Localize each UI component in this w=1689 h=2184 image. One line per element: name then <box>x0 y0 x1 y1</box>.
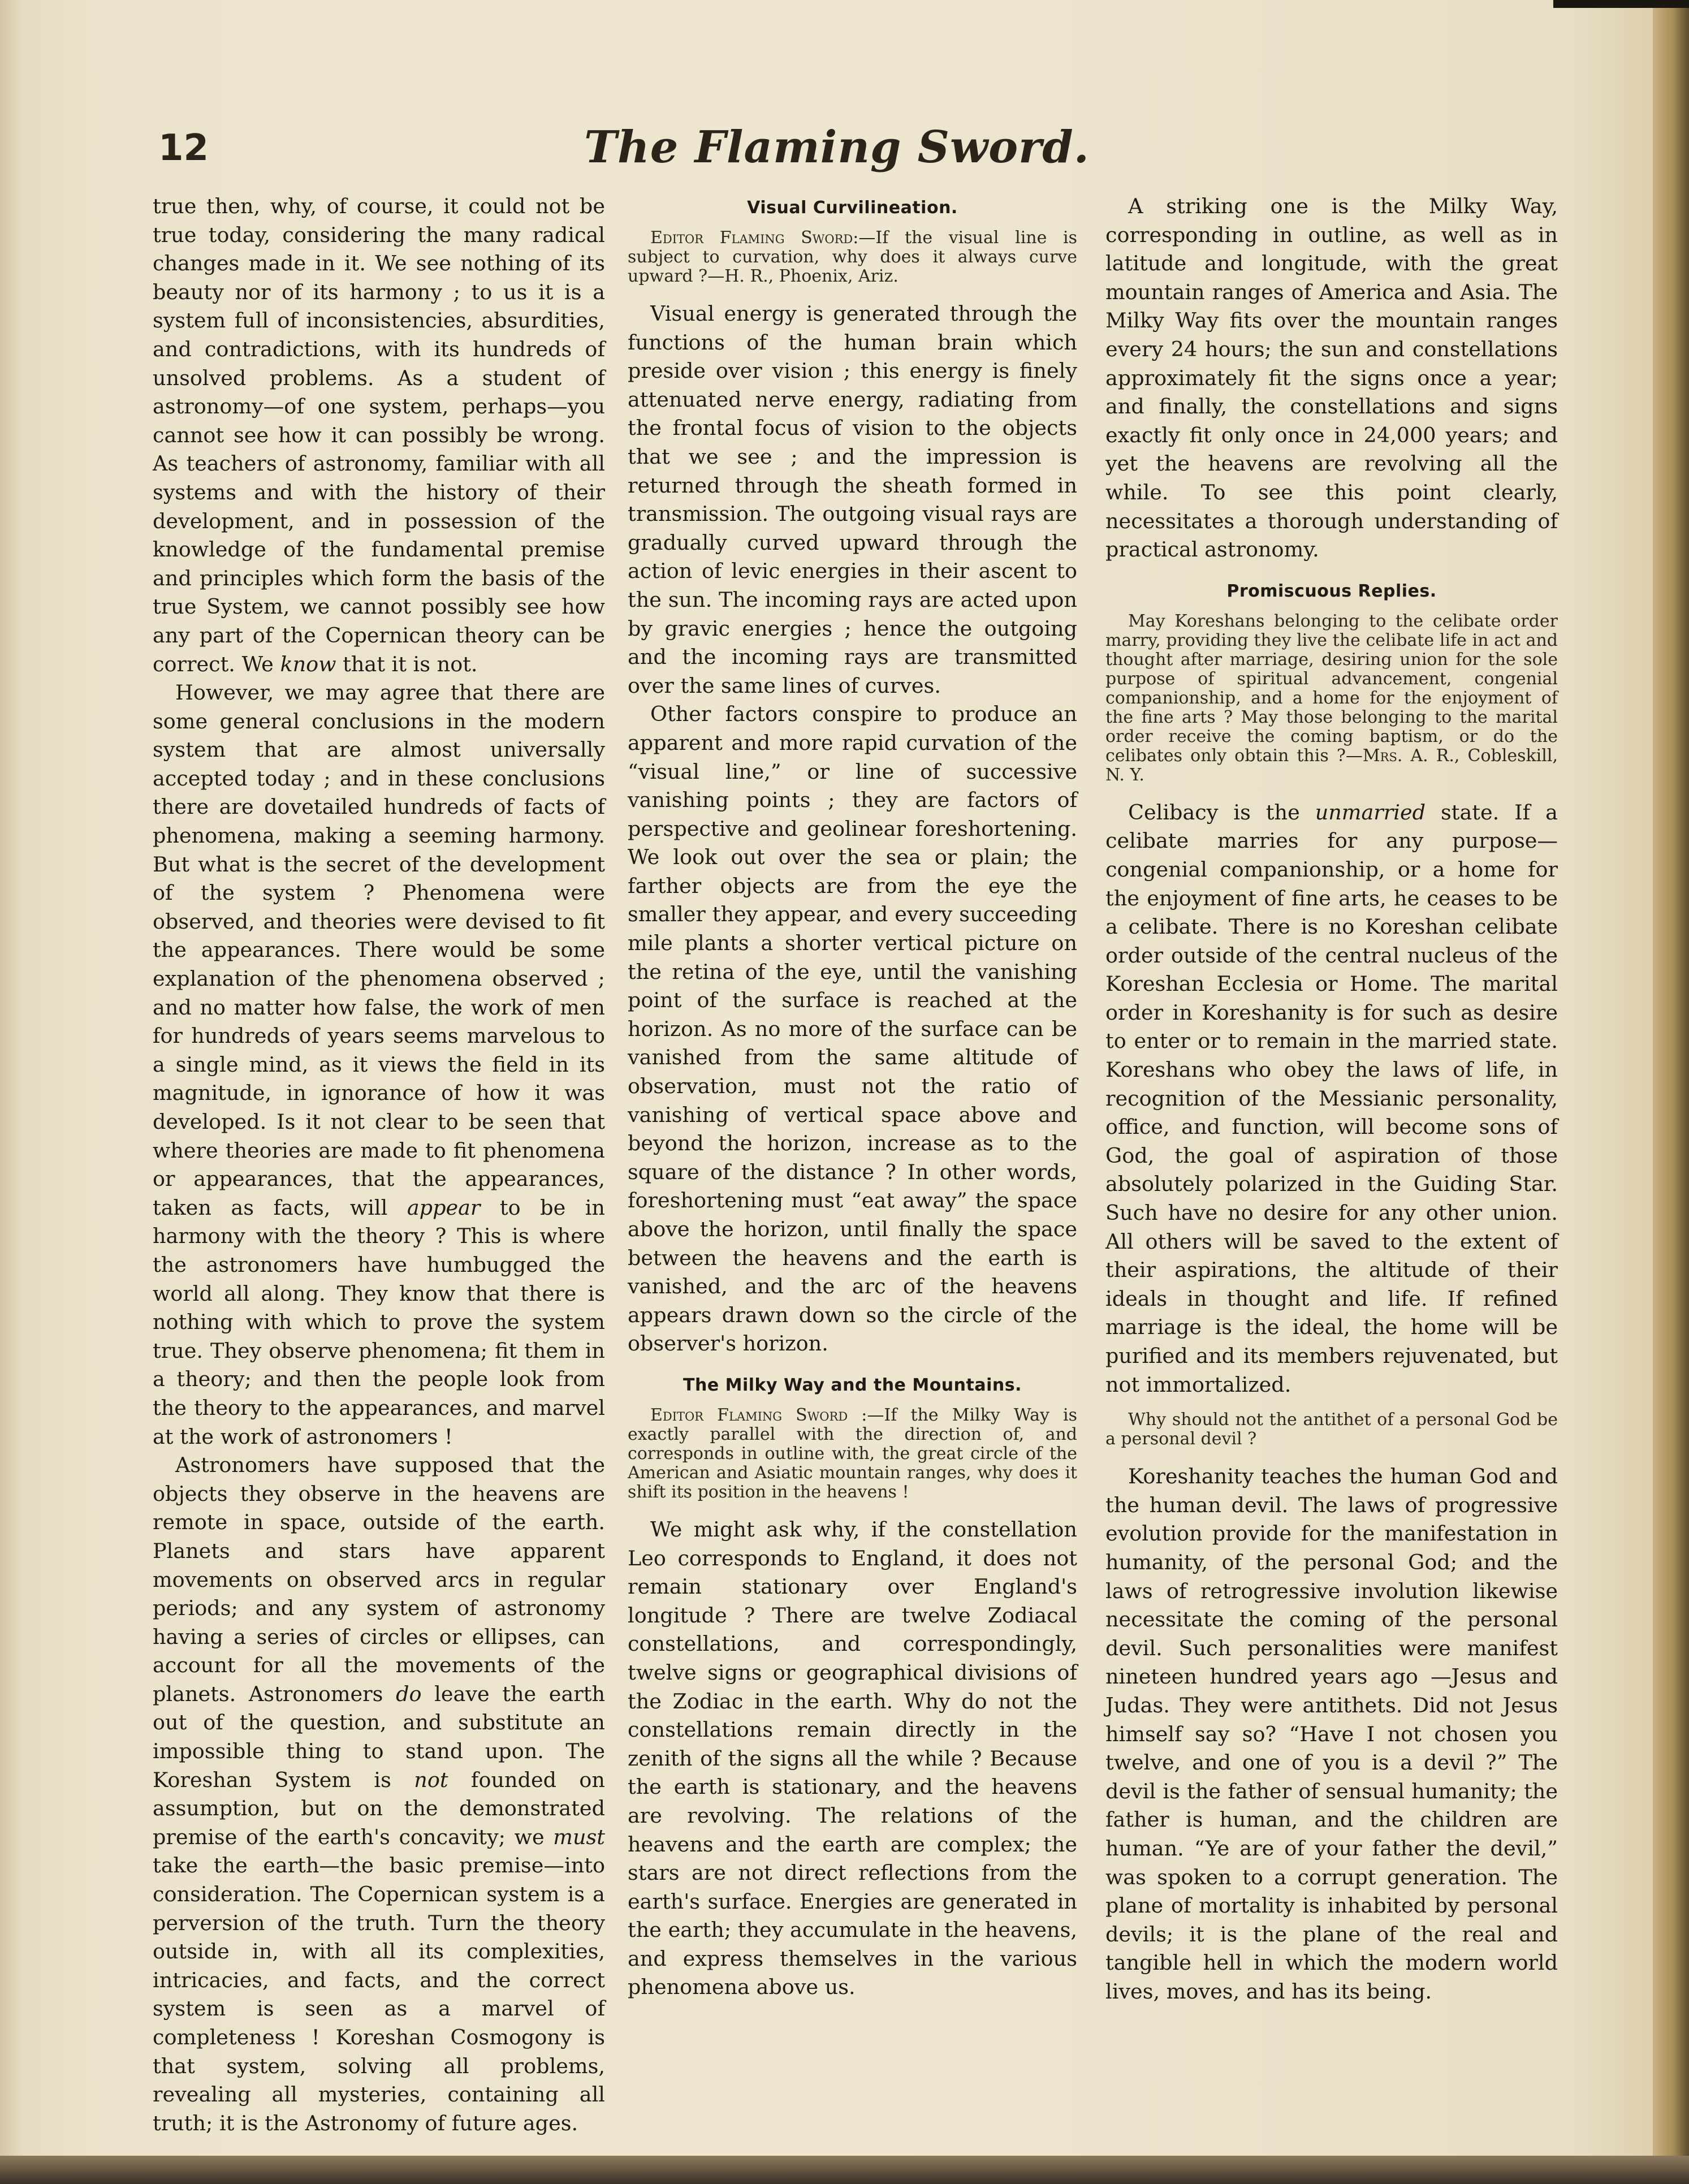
reader-query: Editor Flaming Sword:—If the visual line is subject to curvation, why does it always curve upward ?—H. R., Phoenix, Ariz. <box>628 228 1077 286</box>
bottom-edge-shadow <box>0 2156 1689 2184</box>
book-spine-edge <box>1653 0 1689 2184</box>
paragraph: true then, why, of course, it could not be true today, considering the many radical changes made in it. We see nothing of its beauty nor of its harmony ; to us it is a system full of inconsistencies, absurdities, and contradictions, with its hundreds of unsolved problems. As a student of astronomy—of one system, perhaps—you cannot see how it can possibly be wrong. As teachers of astronomy, familiar with all systems and with the history of their development, and in possession of the knowledge of the fundamental premise and principles which form the basis of the true System, we cannot possibly see how any part of the Copernican theory can be correct. We know that it is not. <box>153 194 605 676</box>
column-3 <box>1105 192 1558 2006</box>
top-edge-shadow <box>1553 0 1689 8</box>
section-heading-milky-way: The Milky Way and the Mountains. <box>683 1375 1022 1395</box>
column-1 <box>153 192 605 2138</box>
page-left-shadow <box>0 0 23 2184</box>
paragraph: A striking one is the Milky Way, corresponding in outline, as well as in latitude and longitude, with the great mountain ranges of America and Asia. The Milky Way fits over the mountain ranges every 24 hours; the sun and constellations approximately fit the signs once a year; and finally, the constellations and signs exactly fit only once in 24,000 years; and yet the heavens are revolving all the while. To see this point clearly, necessitates a thorough understanding of practical astronomy. <box>1105 194 1558 562</box>
paragraph: However, we may agree that there are some general conclusions in the modern system that are almost universally accepted today ; and in these conclusions there are dovetailed hundreds of facts of phenomena, making a seeming harmony. But what is the secret of the development of the system ? Phenomena were observed, and theories were devised to fit the appearances. There would be some explanation of the phenomena observed ; and no matter how false, the work of men for hundreds of years seems marvelous to a single mind, as it views the field in its magnitude, in ignorance of how it was developed. Is it not clear to be seen that where theories are made to fit phenomena or appearances, that the appearances, taken as facts, will appear to be in harmony with the theory ? This is where the astronomers have humbugged the world all along. They know that there is nothing with which to prove the system true. They observe phenomena; fit them in a theory; and then the people look from the theory to the appearances, and marvel at the work of astronomers ! <box>153 680 605 1449</box>
section-heading-visual-curvilineation: Visual Curvilineation. <box>747 198 958 218</box>
paragraph: Koreshanity teaches the human God and the human devil. The laws of progressive evolution provide for the manifestation in humanity, of the personal God; and the laws of retrogressive involution likewise necessitate the coming of the personal devil. Such personalities were manifest nineteen hundred years ago —Jesus and Judas. They were antithets. Did not Jesus himself say so? “Have I not chosen you twelve, and one of you is a devil ?” The devil is the father of sensual humanity; the father is human, and the children are human. “Ye are of your father the devil,” was spoken to a corrupt generation. The plane of mortality is inhabited by personal devils; it is the plane of the real and tangible hell in which the modern world lives, moves, and has its being. <box>1105 1464 1558 2004</box>
paragraph: We might ask why, if the constellation Leo corresponds to England, it does not remain stationary over England's longitude ? There are twelve Zodiacal constellations, and correspondingly, twelve signs or geographical divisions of the Zodiac in the earth. Why do not the constellations remain directly in the zenith of the signs all the while ? Because the earth is stationary, and the heavens are revolving. The relations of the heavens and the earth are complex; the stars are not direct reflections from the earth's surface. Energies are generated in the earth; they accumulate in the heavens, and express themselves in the various phenomena above us. <box>628 1517 1077 2000</box>
page-header <box>153 122 1521 172</box>
publication-title: The Flaming Sword. <box>584 122 1090 173</box>
reader-query: May Koreshans belonging to the celibate order marry, providing they live the celibate life in act and thought after marriage, desiring union for the sole purpose of spiritual advancement, congenial companionship, and a home for the enjoyment of the fine arts ? May those belonging to the marital order receive the coming baptism, or do the celibates only obtain this ?—Mrs. A. R., Cobleskill, N. Y. <box>1105 611 1558 785</box>
paragraph: Astronomers have supposed that the objects they observe in the heavens are remote in space, outside of the earth. Planets and stars have apparent movements on observed arcs in regular periods; and any system of astronomy having a series of circles or ellipses, can account for all the movements of the planets. Astronomers do leave the earth out of the question, and substitute an impossible thing to stand upon. The Koreshan System is not founded on assumption, but on the demonstrated premise of the earth's concavity; we must take the earth—the basic premise—into consideration. The Copernican system is a perversion of the truth. Turn the theory outside in, with all its complexities, intricacies, and facts, and the correct system is seen as a marvel of completeness ! Koreshan Cosmogony is that system, solving all problems, revealing all mysteries, containing all truth; it is the Astronomy of future ages. <box>153 1453 605 2135</box>
reader-query: Editor Flaming Sword :—If the Milky Way is exactly parallel with the direction of, and corresponds in outline with, the great circle of the American and Asiatic mountain ranges, why does it shift its position in the heavens ! <box>628 1405 1077 1502</box>
page-number: 12 <box>158 127 209 169</box>
section-heading-promiscuous-replies: Promiscuous Replies. <box>1226 581 1437 601</box>
reader-query: Why should not the antithet of a personal God be a personal devil ? <box>1105 1410 1558 1449</box>
paragraph: Other factors conspire to produce an apparent and more rapid curvation of the “visual line,” or line of successive vanishing points ; they are factors of perspective and geolinear foreshortening. We look out over the sea or plain; the farther objects are from the eye the smaller they appear, and every succeeding mile plants a shorter vertical picture on the retina of the eye, until the vanishing point of the surface is reached at the horizon. As no more of the surface can be vanished from the same altitude of observation, must not the ratio of vanishing of vertical space above and beyond the horizon, increase as to the square of the distance ? In other words, foreshortening must “eat away” the space above the horizon, until finally the space between the heavens and the earth is vanished, and the arc of the heavens appears drawn down so the circle of the observer's horizon. <box>628 702 1077 1356</box>
column-2 <box>628 192 1077 2002</box>
paragraph: Celibacy is the unmarried state. If a celibate marries for any purpose—congenial companionship, or a home for the enjoyment of fine arts, he ceases to be a celibate. There is no Koreshan celibate order outside of the central nucleus of the Koreshan Ecclesia or Home. The marital order in Koreshanity is for such as desire to enter or to remain in the married state. Koreshans who obey the laws of life, in recognition of the Messianic personality, office, and function, will become sons of God, the goal of aspiration of those absolutely polarized in the Guiding Star. Such have no desire for any other union. All others will be saved to the extent of their aspirations, the altitude of their ideals in thought and life. If refined marriage is the ideal, the home will be purified and its members rejuvenated, but not immortalized. <box>1105 800 1558 1397</box>
paragraph: Visual energy is generated through the functions of the human brain which preside over vision ; this energy is finely attenuated nerve energy, radiating from the frontal focus of vision to the objects that we see ; and the impression is returned through the sheath formed in transmission. The outgoing visual rays are gradually curved upward through the action of levic energies in their ascent to the sun. The incoming rays are acted upon by gravic energies ; hence the outgoing and the incoming rays are transmitted over the same lines of curves. <box>628 301 1077 698</box>
